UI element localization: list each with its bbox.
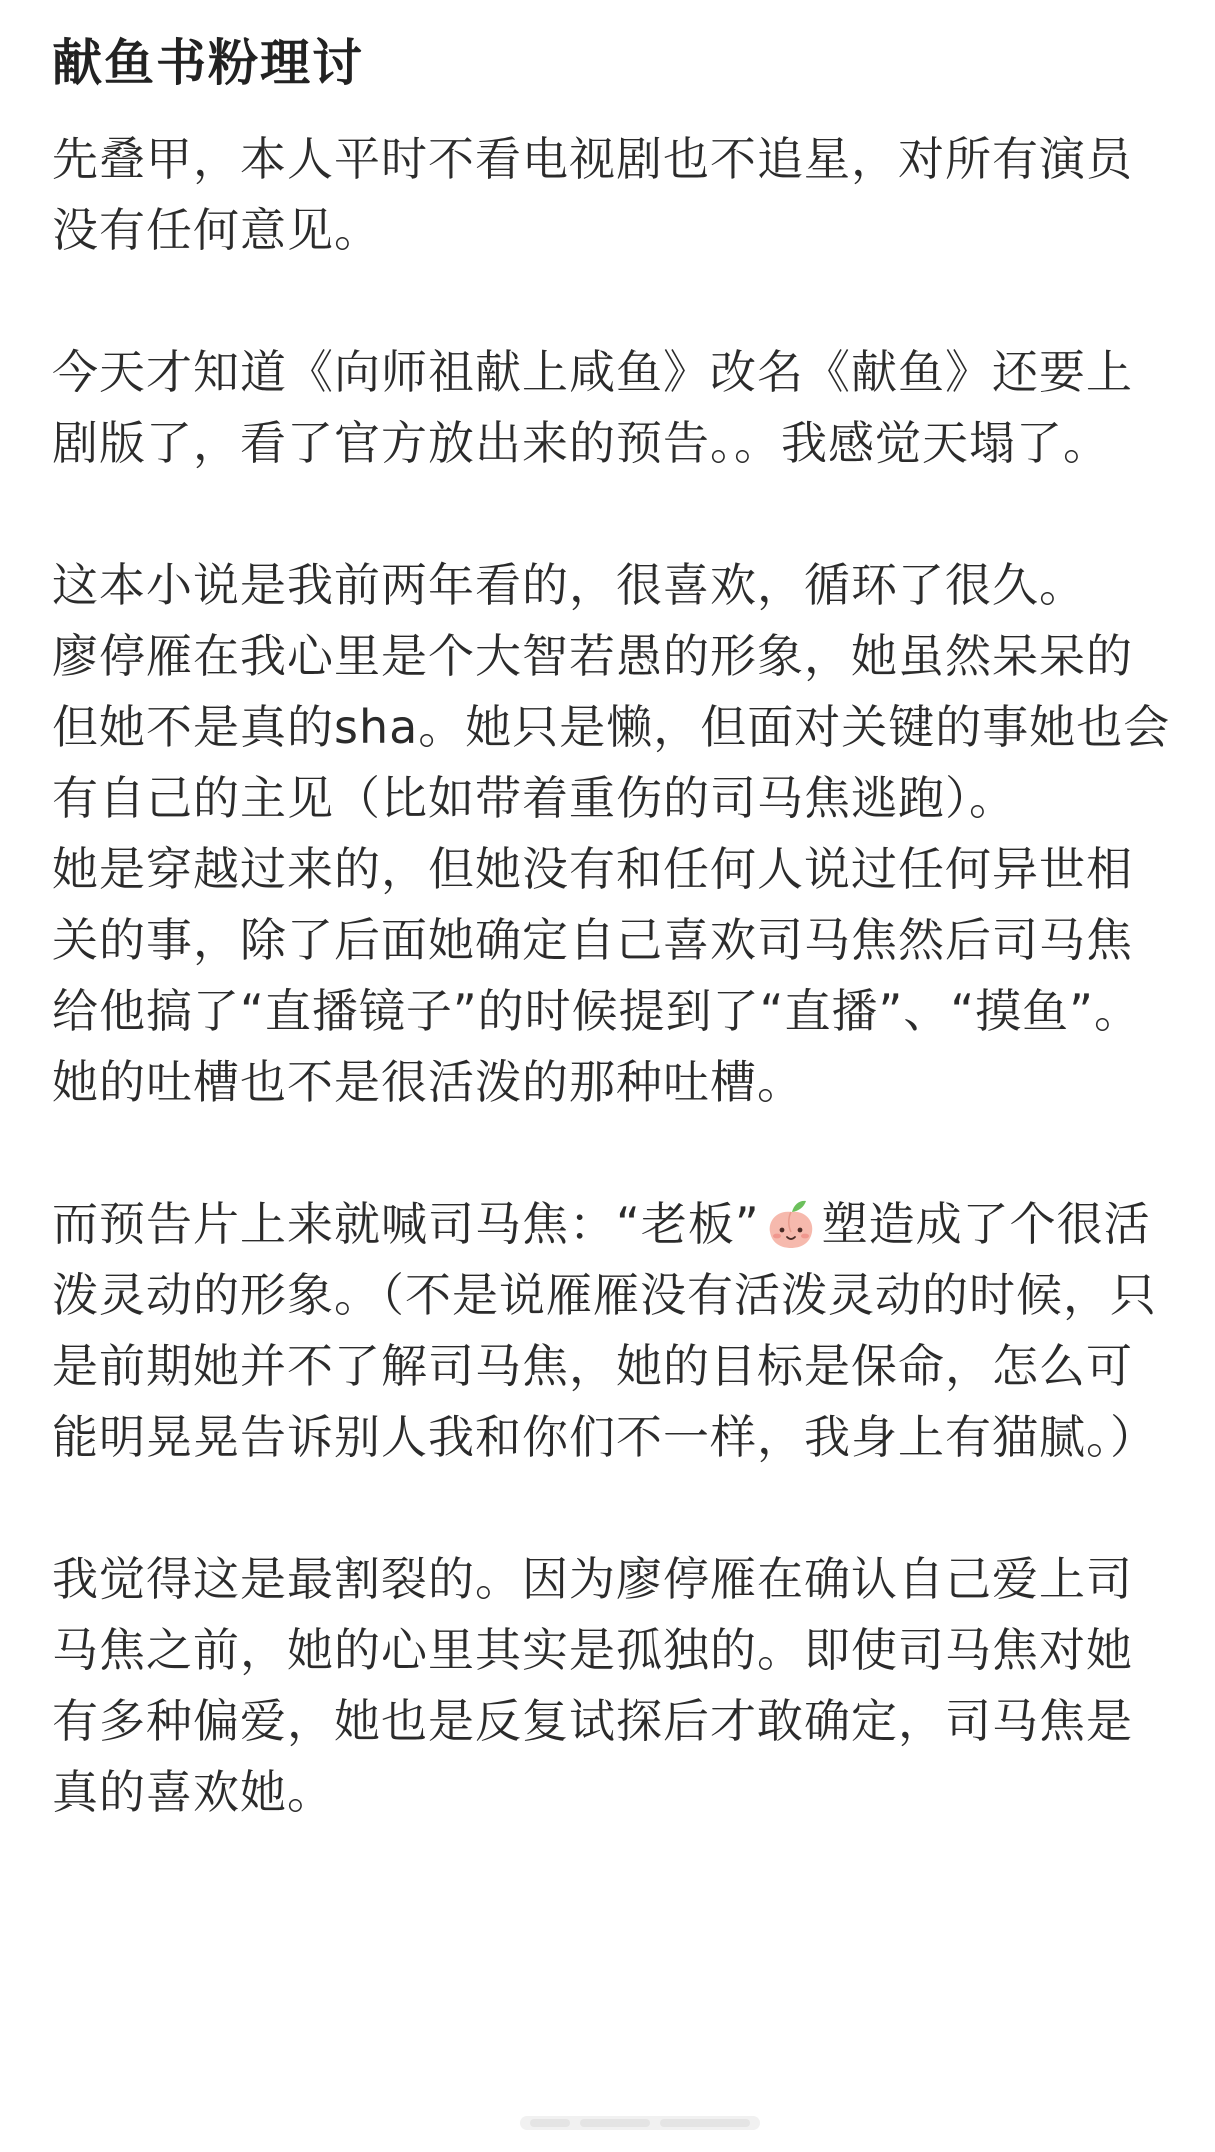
trailer-critique-before: 而预告片上来就喊司马焦：“老板” xyxy=(52,1197,760,1251)
paragraph-disclaimer: 先叠甲，本人平时不看电视剧也不追星，对所有演员没有任何意见。 xyxy=(52,132,1133,257)
trailer-critique-after: 塑造成了个很活泼灵动的形象。（不是说雁雁没有活泼灵动的时候，只是前期她并不了解司马焦，她的目标是保命，怎么可能明晃晃告诉别人我和你们不一样，我身上有猫腻。） xyxy=(52,1197,1157,1464)
post-body xyxy=(52,124,1172,1828)
paragraph-trailer-critique xyxy=(52,1189,1172,1473)
paragraph-conclusion: 我觉得这是最割裂的。因为廖停雁在确认自己爱上司马焦之前，她的心里其实是孤独的。即使司马焦对她有多种偏爱，她也是反复试探后才敢确定，司马焦是真的喜欢她。 xyxy=(52,1552,1133,1819)
post xyxy=(52,28,1172,1828)
post-title: 献鱼书粉理讨 xyxy=(52,34,364,92)
faded-watermark xyxy=(520,2112,760,2134)
peach-face-emoji-icon xyxy=(766,1198,816,1250)
paragraph-character-analysis: 这本小说是我前两年看的，很喜欢，循环了很久。 廖停雁在我心里是个大智若愚的形象，她虽然呆呆的但她不是真的sha。她只是懒，但面对关键的事她也会有自己的主见（比如带着重伤的司马焦逃跑）。 她是穿越过来的，但她没有和任何人说过任何异世相关的事，除了后面她确定自己喜欢司马焦然后司马焦给他搞了“直播镜子”的时候提到了“直播”、“摸鱼”。她的吐槽也不是很活泼的那种吐槽。 xyxy=(52,558,1171,1109)
paragraph-announcement: 今天才知道《向师祖献上咸鱼》改名《献鱼》还要上剧版了，看了官方放出来的预告。。我感觉天塌了。 xyxy=(52,345,1133,470)
